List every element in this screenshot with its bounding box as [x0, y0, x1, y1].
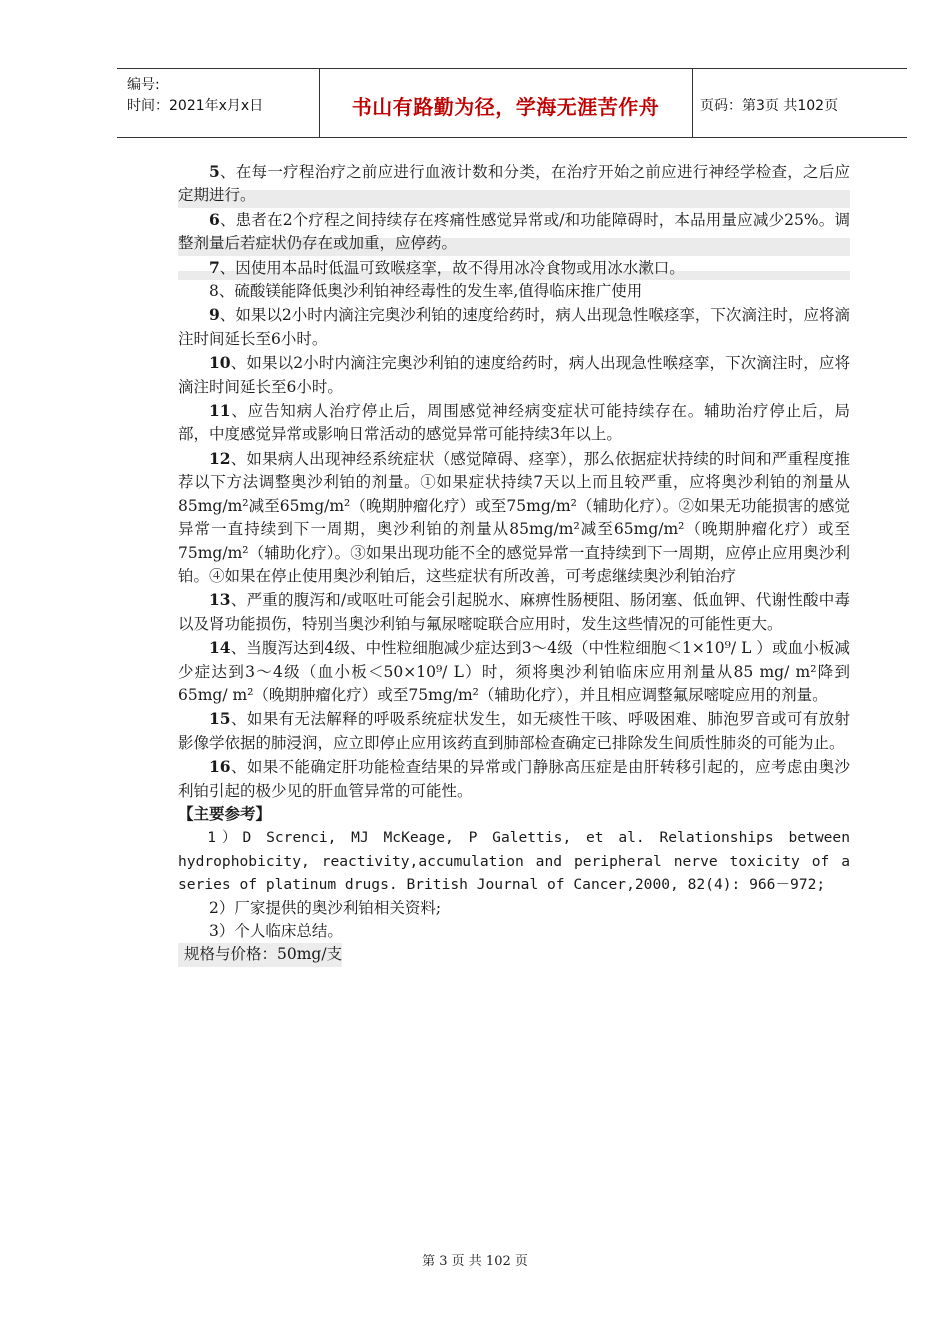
item-text: 、如果有无法解释的呼吸系统症状发生，如无痰性干咳、呼吸困难、肺泡罗音或可有放射影像学依据的肺浸润，应立即停止应用该药直到肺部检查确定已排除发生间质性肺炎的可能为止。 [178, 710, 850, 752]
item-text: 、如果以2小时内滴注完奥沙利铂的速度给药时，病人出现急性喉痉挛，下次滴注时，应将滴注时间延长至6小时。 [178, 306, 850, 348]
page-footer: 第 3 页 共 102 页 [422, 1254, 528, 1269]
item-text: 、硫酸镁能降低奥沙利铂神经毒性的发生率,值得临床推广使用 [218, 282, 643, 301]
item-text: 、如果病人出现神经系统症状（感觉障碍、痉挛），那么依据症状持续的时间和严重程度推荐以下方法调整奥沙利铂的剂量。①如果症状持续7天以上而且较严重，应将奥沙利铂的剂量从85mg/m²减至65mg/m²（晚期肿瘤化疗）或至75mg/m²（辅助化疗）。②如果无功能损害的感觉异常一直持续到下一周期，奥沙利铂的剂量从85mg/m²减至65mg/m²（晚期肿瘤化疗）或至75mg/m²（辅助化疗）。③如果出现功能不全的感觉异常一直持续到下一周期，应停止应用奥沙利铂。④如果在停止使用奥沙利铂后，这些症状有所改善，可考虑继续奥沙利铂治疗 [178, 449, 850, 585]
page-label: 页码：第3页 共102页 [700, 98, 839, 114]
header-page-cell [692, 69, 907, 137]
item-number: 11 [209, 401, 231, 421]
item-number: 14 [209, 638, 231, 658]
spec-price: 规格与价格：50mg/支 [178, 943, 342, 966]
item-number: 12 [209, 448, 231, 468]
paragraph-5 [178, 160, 850, 208]
item-text: 、当腹泻达到4级、中性粒细胞减少症达到3～4级（中性粒细胞＜1×10⁹/ L ）或血小板减少症达到3～4级（血小板＜50×10⁹/ L）时，须将奥沙利铂临床应用剂量从85 mg/ m²降到65mg/ m²（晚期肿瘤化疗）或至75mg/m²（辅助化疗），并且相应调整氟尿嘧啶应用的剂量。 [178, 639, 850, 704]
number-label: 编号: [127, 77, 160, 93]
paragraph-11 [178, 399, 850, 447]
paragraph-7 [178, 256, 850, 280]
paragraph-6 [178, 208, 850, 256]
paragraph-14 [178, 636, 850, 707]
item-text: 、如果以2小时内滴注完奥沙利铂的速度给药时，病人出现急性喉痉挛，下次滴注时，应将滴注时间延长至6小时。 [178, 354, 850, 396]
item-number: 8 [209, 282, 219, 301]
references-heading: 【主要参考】 [178, 804, 272, 823]
paragraph-15 [178, 707, 850, 755]
item-number: 13 [209, 590, 231, 610]
item-text: 、应告知病人治疗停止后，周围感觉神经病变症状可能持续存在。辅助治疗停止后，局部，中度感觉异常或影响日常活动的感觉异常可能持续3年以上。 [178, 402, 850, 444]
item-number: 9 [209, 305, 220, 325]
header-table [117, 68, 907, 138]
time-label: 时间：2021年x月x日 [127, 98, 264, 114]
paragraph-8 [178, 280, 850, 303]
item-text: 、患者在2个疗程之间持续存在疼痛性感觉异常或/和功能障碍时，本品用量应减少25%。调整剂量后若症状仍存在或加重，应停药。 [178, 210, 850, 253]
item-text: 、如果不能确定肝功能检查结果的异常或门静脉高压症是由肝转移引起的，应考虑由奥沙利铂引起的极少见的肝血管异常的可能性。 [178, 758, 850, 800]
document-body [178, 160, 850, 967]
header-info-cell [117, 69, 320, 137]
item-number: 5 [209, 162, 220, 181]
item-number: 15 [209, 709, 231, 729]
item-number: 16 [209, 757, 231, 777]
item-text: 、严重的腹泻和/或呕吐可能会引起脱水、麻痹性肠梗阻、肠闭塞、低血钾、代谢性酸中毒以及肾功能损伤，特别当奥沙利铂与氟尿嘧啶联合应用时，发生这些情况的可能性更大。 [178, 591, 850, 633]
item-text: 、因使用本品时低温可致喉痉挛，故不得用冰冷食物或用冰水漱口。 [219, 258, 685, 277]
item-number: 6 [209, 209, 220, 229]
reference-item: 2）厂家提供的奥沙利铂相关资料; [209, 898, 442, 917]
paragraph-13 [178, 588, 850, 636]
paragraph-9 [178, 303, 850, 351]
paragraph-10 [178, 351, 850, 399]
header-motto-cell [319, 69, 693, 137]
item-number: 10 [209, 353, 231, 373]
item-number: 7 [209, 257, 220, 277]
reference-item: 1）D Screnci, MJ McKeage, P Galettis, et al. Relationships between hydrophobicity, reactivity,accumulation and peripheral nerve toxicity of a series of platinum drugs. British Journal of Cancer,2000, 82(4): 966－972; [178, 829, 850, 894]
item-text: 、在每一疗程治疗之前应进行血液计数和分类，在治疗开始之前应进行神经学检查，之后应定期进行。 [178, 163, 850, 205]
paragraph-12 [178, 447, 850, 588]
reference-item: 3）个人临床总结。 [209, 922, 343, 940]
paragraph-16 [178, 755, 850, 803]
motto: 书山有路勤为径，学海无涯苦作舟 [351, 95, 660, 119]
